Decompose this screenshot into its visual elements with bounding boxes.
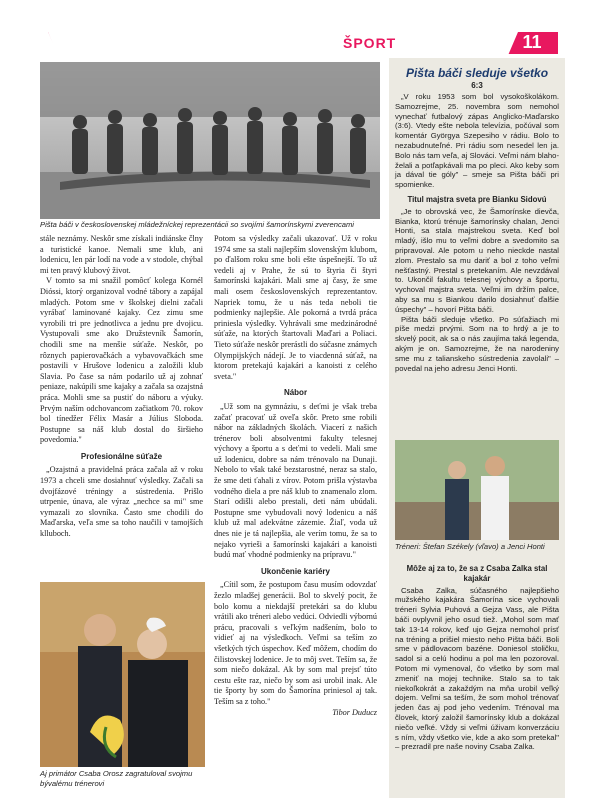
col2-subhead-ukoncenie: Ukončenie kariéry <box>261 566 330 576</box>
sidebar-subhead-2: Môže aj za to, že sa z Csaba Zalka stal kajakár <box>406 564 548 583</box>
sidebar-paragraph-1: „V roku 1953 som bol vysokoškolákom. Samozrejme, 25. novembra som nemohol vynechať futbalový zápas Anglicko-Maďarsko (3:6). Vtedy ešte nebola televízia, počúval som komentár Györgya Szepesiho v rádiu. Bolo to nezabudnuteľné. Pri rádiu som nesedel len ja. Bolo nás tam veľa, aj Slováci. Veľmi nám blahoželali a potľapkávali ma po pleci. Ako keby som ja dával tie góly" – smeje sa Pišta báči pri spomienke. <box>395 92 559 190</box>
coaches-photo-image <box>395 440 559 540</box>
col2-paragraph-1: Potom sa výsledky začali ukazovať. Už v roku 1974 sme sa stali najlepším slovenským klubom, po ďalšom roku sme boli ešte úspešnejší. To už vedeli aj v Prahe, že sú to štyria či štyri šamorínski kajakári. Mali sme aj časy, že sme mali osem československých reprezentantov. Napriek tomu, že u nás teda neboli tie podmienky najlepšie. Ale pokorná a tvrdá práca priniesla výsledky. Vyhrávali sme medzinárodné súťaže, na ktorých štartovali Maďari a Poliaci. Tieto súťaže neskôr prerástli do súčasne známych Olympijských nádejí. Je to viacdenná súťaž, na ktorom pretekajú kajakári a kanoisti z celého sveta." <box>214 234 377 381</box>
col2-subhead-nabor: Nábor <box>283 388 308 398</box>
mayor-photo-image <box>40 582 205 767</box>
mayor-photo <box>40 582 205 767</box>
sidebar-paragraph-3: Pišta báči sleduje všetko. Po súťažiach mi píše medzi prvými. Som na to hrdý a je to skvelý pocit, ak sa o nás zaujíma taká legenda, akým je on. Samozrejme, že na narodeniny sme mu z talianskeho sústredenia zavolali" – povedal na jeho adresu Jenci Honti. <box>395 314 559 373</box>
mayor-photo-caption: Aj primátor Csaba Orosz zagratuloval svojmu bývalému trénerovi <box>40 769 193 788</box>
section-label: ŠPORT <box>343 35 397 51</box>
article-column-2 <box>214 234 377 718</box>
sidebar-score: 6:3 <box>471 81 483 90</box>
article-column-1 <box>40 234 203 540</box>
sidebar-paragraph-2: „Je to obrovská vec, že Šamorínske dievča, Bianka, ktorú trénuje šamorínsky chalan, Jenci Honti, sa stala majstrekou sveta. Keď bol mladý, išlo mu to veľmi dobre a svedomito sa pripravoval. Ale potom u neho nieckde nastal zlom. Prestalo sa mu dariť a bol z toho veľmi nešťastný. Prestal s pretekaním. Ale nevzdával to. Ukončil fakultu telesnej výchovy a športu, vychoval majstra sveta. Veľmi im držím palce, aby sa mu s Biankou darilo dosiahnuť ďalšie úspechy" – hovorí Pišta báči. <box>395 206 559 314</box>
col1-paragraph-3: „Ozajstná a pravidelná práca začala až v roku 1973 a chceli sme dosiahnuť výsledky. Začali sa dvojfázové tréningy a sústredenia. Prišlo utrpenie, únava, ale výraz „nechce sa mi" sme vymazali zo slovníka. Často sme chodili do Maďarska, veľa sme sa toho naučili v tamojších klluboch. <box>40 465 203 539</box>
sidebar-title: Pišta báči sleduje všetko <box>405 66 549 80</box>
coaches-photo-caption: Tréneri: Štefan Székely (vľavo) a Jenci Honti <box>395 542 545 551</box>
coaches-photo <box>395 440 559 540</box>
sidebar-text-upper <box>395 92 559 373</box>
sidebar-text-lower <box>395 564 559 752</box>
col1-paragraph-1: stále neznámy. Neskôr sme získali indiánske člny a turistické kanoe. Nemali sme klub, ani lodenicu, len pár lodí na vode a v stodole, chýbal mi ten pravý klubový život. <box>40 234 203 275</box>
sidebar-subhead-1: Titul majstra sveta pre Bianku Sidovú <box>407 194 547 204</box>
sidebar-paragraph-4: Csaba Zalka, súčasného najlepšieho mužského kajakára Šamorína sice vychovali tréneri Sylvia Puhová a Gejza Vass, ale Pišta báči ovplyvnil jeho osud tiež. „Mohol som mať tak 13-14 rokov, keď ujo Gejza nemohol prísť na tréning a prišiel miesto neho Pišta báči. Boli sme v pádlovacom bazéne. Doniesol stoličku, sadol si a celú hodinu a pol ma len pozoroval. Potom mi vymenoval, čo všetko by som mal zmeniť na mojej technike. Stalo sa to tak niekoľkokrát a zakaždým na mňa urobil veľký dojem. Veľmi sa teším, že som mohol trénovať jeden čas aj pod jeho vedením. Trénoval ma človek, ktorý založil šamorínsky klub a dokázal niečo veľké. Vždy si veľmi úživam konverzáciu s ním, vždy všetko vie, kde a ako som pretekal" – prezradil pre naše noviny Csaba Zalka. <box>395 585 559 752</box>
col2-paragraph-3: „Cítil som, že postupom času musím odovzdať žezlo mladšej generácii. Bol to skvelý pocit, že bolo komu a niekdajší pretekári sa do klubu vrátili ako tréneri alebo vedúci. Odviedli výbornú prácu, pracovali s veľkým nadšením, bolo to vidieť aj na výsledkoch. Veľmi sa teším zo všetkých tých úspechov. Keď môžem, chodím do čilistovskej lodenice. Je to môj svet. Teším sa, že som niečo dokázal. Ak by som mal prejsť túto cestu ešte raz, niečo by som asi urobil inak. Ale tie športy by som do Šamorína priniesol aj tak. Teším sa z toho." <box>214 580 377 706</box>
col2-paragraph-2: „Už som na gymnáziu, s deťmi je však treba začať pracovať už oveľa skôr. Preto sme robili nábor na základných školách. Viacerí z našich trénerov boli absolventmi fakulty telesnej výchovy a športu a s deťmi to vedeli. Mali sme už lodenicu, dobre sa nám trénovalo na Dunaji. Nebolo to však také bezstarostné, neraz sa stalo, že sme deti ťahali z vírov. Potom prišla výstavba vodného diela a pre náš klub to znamenalo zlom. Starí odišli alebo prestali, deti nám ubúdali. Postupne sme vybudovali nový lodenicu a náš klub už mal adekvátne zázemie. Žiaľ, voda už dnes nie je tá najlepšia, ale verím tomu, že sa to nejako vyrieši a šamorínski kajakári a kanoisti budú mať vhodné podmienky na prípravu." <box>214 401 377 560</box>
team-photo-image <box>40 62 380 219</box>
header-white-band <box>48 32 518 54</box>
byline: Tibor Duducz <box>332 707 377 717</box>
page-number: 11 <box>522 32 542 52</box>
team-photo-caption: Pišta báči v československej mládežníckej reprezentácii so svojími šamorínskymi zverencami <box>40 220 354 229</box>
col1-subhead: Profesionálne súťaže <box>80 451 163 461</box>
col1-paragraph-2: V tomto sa mi snažil pomôcť kolega Kornél Dióssi, ktorý organizoval vodné tábory a zapájal mladých. Potom sme v školskej dielni začali vyrábať laminované kajaky. Cez zimu sme vyrobili tri pre jednotlivca a jednu pre dvojicu. Vystupovali sme ako Družstevník Šamorín, chodili sme na menšie súťaže. Neskôr, po rôznych papierovačkách a vybavovačkách sme postavili v Hrušove lodenicu a založili klub Slavia. Po čase sa nám podarilo už aj zohnať peniaze, nakúpili sme kajaky a začala sa ozajstná práca. Mohli sme sa pustiť do náboru a výuky. Prvým naším odchovancom začiatkom 70. rokov bol tínedžer Félix Masár a Július Sloboda. Postupne sa náš klub dostal do širšieho povedomia." <box>40 276 203 445</box>
team-photo <box>40 62 380 219</box>
